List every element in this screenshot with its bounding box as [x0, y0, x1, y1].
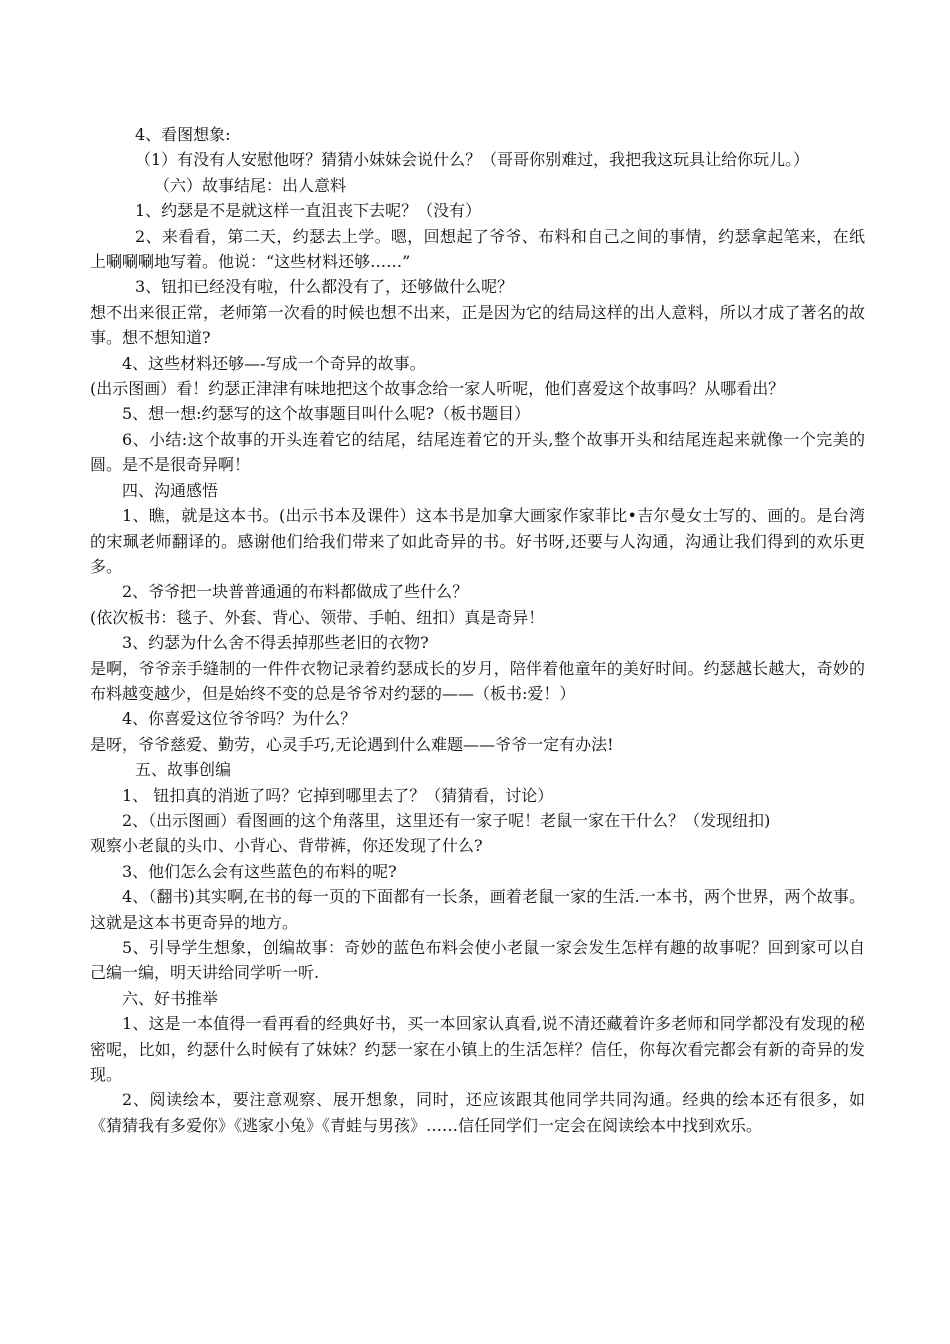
paragraph: 是呀，爷爷慈爱、勤劳，心灵手巧,无论遇到什么难题——爷爷一定有办法!: [90, 734, 614, 754]
paragraph: 1、这是一本值得一看再看的经典好书，买一本回家认真看,说不清还藏着许多老师和同学都没有发现的秘密呢，比如，约瑟什么时候有了妹妹？约瑟一家在小镇上的生活怎样？信任，你每次看完都会有新的奇异的发现。: [90, 1014, 865, 1085]
paragraph: 2、（出示图画）看图画的这个角落里，这里还有一家子呢！老鼠一家在干什么？（发现纽扣): [122, 810, 771, 830]
document-body: [90, 122, 865, 1138]
paragraph: 6、小结:这个故事的开头连着它的结尾，结尾连着它的开头,整个故事开头和结尾连起来就像一个完美的圆。是不是很奇异啊！: [90, 429, 865, 475]
paragraph: 2、爷爷把一块普普通通的布料都做成了些什么？: [122, 582, 469, 602]
paragraph: 六、好书推举: [122, 988, 219, 1008]
paragraph: (出示图画）看！约瑟正津津有味地把这个故事念给一家人听呢，他们喜爱这个故事吗？从哪看出？: [90, 379, 785, 399]
paragraph: 1、约瑟是不是就这样一直沮丧下去呢？（没有）: [135, 201, 482, 221]
paragraph: 想不出来很正常，老师第一次看的时候也想不出来，正是因为它的结局这样的出人意料，所以才成了著名的故事。想不想知道?: [90, 302, 865, 348]
paragraph: （1）有没有人安慰他呀？猜猜小妹妹会说什么？（哥哥你别难过，我把我这玩具让给你玩儿。）: [135, 150, 810, 170]
paragraph: 观察小老鼠的头巾、小背心、背带裤，你还发现了什么?: [90, 836, 483, 856]
paragraph: 5、想一想:约瑟写的这个故事题目叫什么呢?（板书题目）: [122, 404, 531, 424]
paragraph: 2、阅读绘本，要注意观察、展开想象，同时，还应该跟其他同学共同沟通。经典的绘本还有很多，如《猜猜我有多爱你》《逃家小兔》《青蛙与男孩》……信任同学们一定会在阅读绘本中找到欢乐。: [90, 1090, 865, 1135]
paragraph: 2、来看看，第二天，约瑟去上学。嗯，回想起了爷爷、布料和自己之间的事情，约瑟拿起笔来，在纸上唰唰唰地写着。他说：“这些材料还够……”: [90, 226, 865, 272]
paragraph: 是啊，爷爷亲手缝制的一件件衣物记录着约瑟成长的岁月，陪伴着他童年的美好时间。约瑟越长越大，奇妙的布料越变越少，但是始终不变的总是爷爷对约瑟的——（板书:爱！）: [90, 658, 865, 703]
paragraph: 四、沟通感悟: [122, 480, 219, 500]
paragraph: 3、约瑟为什么舍不得丢掉那些老旧的衣物?: [122, 633, 429, 653]
paragraph: 5、引导学生想象，创编故事：奇妙的蓝色布料会使小老鼠一家会发生怎样有趣的故事呢？回到家可以自己编一编，明天讲给同学听一听.: [90, 938, 865, 983]
paragraph: 4、看图想象:: [135, 125, 231, 144]
paragraph: (依次板书：毯子、外套、背心、领带、手帕、纽扣）真是奇异！: [90, 607, 545, 627]
paragraph: 3、他们怎么会有这些蓝色的布料的呢?: [122, 861, 397, 881]
paragraph: 4、你喜爱这位爷爷吗？为什么？: [122, 709, 357, 729]
paragraph: 1、瞧，就是这本书。(出示书本及课件）这本书是加拿大画家作家菲比•吉尔曼女士写的、画的。是台湾的宋珮老师翻译的。感谢他们给我们带来了如此奇异的书。好书呀,还要与人沟通，沟通让我们得到的欢乐更多。: [90, 506, 865, 576]
paragraph: 3、钮扣已经没有啦，什么都没有了，还够做什么呢？: [135, 277, 514, 297]
paragraph: 五、故事创编: [135, 760, 232, 780]
paragraph: （六）故事结尾：出人意料: [154, 175, 347, 195]
paragraph: 4、这些材料还够—-写成一个奇异的故事。: [122, 353, 426, 373]
paragraph: 4、（翻书)其实啊,在书的每一页的下面都有一长条，画着老鼠一家的生活.一本书，两个世界，两个故事。这就是这本书更奇异的地方。: [90, 887, 865, 932]
paragraph: 1、 钮扣真的消逝了吗？它掉到哪里去了？（猜猜看，讨论）: [122, 785, 554, 805]
